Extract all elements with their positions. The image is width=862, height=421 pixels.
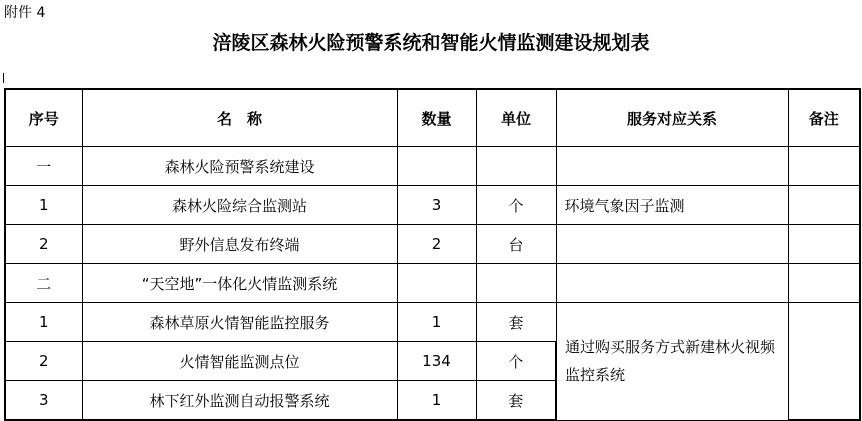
cell-notes [788, 147, 860, 186]
cell-qty: 134 [397, 342, 476, 381]
cell-service [556, 147, 788, 186]
cell-qty: 1 [397, 303, 476, 342]
cell-unit: 个 [476, 186, 556, 225]
cell-seq: 1 [5, 303, 82, 342]
attachment-label: 附件 4 [4, 5, 46, 21]
cell-notes [788, 225, 860, 264]
header-service: 服务对应关系 [556, 89, 788, 147]
cell-unit: 套 [476, 381, 556, 421]
table-row [5, 303, 860, 342]
header-qty: 数量 [397, 89, 476, 147]
cell-unit [476, 264, 556, 303]
cell-seq: 2 [5, 225, 82, 264]
cell-name: 森林火险预警系统建设 [82, 147, 397, 186]
cell-qty: 3 [397, 186, 476, 225]
cell-notes [788, 186, 860, 225]
cell-qty: 1 [397, 381, 476, 421]
cell-name: 野外信息发布终端 [82, 225, 397, 264]
margin-mark [3, 73, 4, 83]
header-name [82, 89, 397, 147]
cell-qty: 2 [397, 225, 476, 264]
header-row [5, 89, 860, 147]
cell-service-merged: 通过购买服务方式新建林火视频监控系统 [556, 303, 788, 421]
cell-name: 森林火险综合监测站 [82, 186, 397, 225]
cell-qty [397, 147, 476, 186]
table-row [5, 147, 860, 186]
cell-unit: 个 [476, 342, 556, 381]
cell-unit [476, 147, 556, 186]
cell-seq: 一 [5, 147, 82, 186]
cell-name: “天空地”一体化火情监测系统 [82, 264, 397, 303]
cell-name: 林下红外监测自动报警系统 [82, 381, 397, 421]
header-seq: 序号 [5, 89, 82, 147]
header-name-label: 名 称 [216, 109, 262, 128]
cell-name: 火情智能监测点位 [82, 342, 397, 381]
table-row [5, 264, 860, 303]
cell-qty [397, 264, 476, 303]
cell-seq: 二 [5, 264, 82, 303]
table-row [5, 186, 860, 225]
cell-service [556, 225, 788, 264]
table-row [5, 225, 860, 264]
cell-notes-merged [788, 303, 860, 421]
cell-notes [788, 264, 860, 303]
cell-unit: 套 [476, 303, 556, 342]
header-unit: 单位 [476, 89, 556, 147]
planning-table [4, 88, 861, 421]
cell-unit: 台 [476, 225, 556, 264]
cell-name: 森林草原火情智能监控服务 [82, 303, 397, 342]
header-notes: 备注 [788, 89, 860, 147]
cell-seq: 1 [5, 186, 82, 225]
cell-service: 环境气象因子监测 [556, 186, 788, 225]
cell-seq: 2 [5, 342, 82, 381]
document-title: 涪陵区森林火险预警系统和智能火情监测建设规划表 [212, 32, 650, 54]
cell-service [556, 264, 788, 303]
cell-seq: 3 [5, 381, 82, 421]
